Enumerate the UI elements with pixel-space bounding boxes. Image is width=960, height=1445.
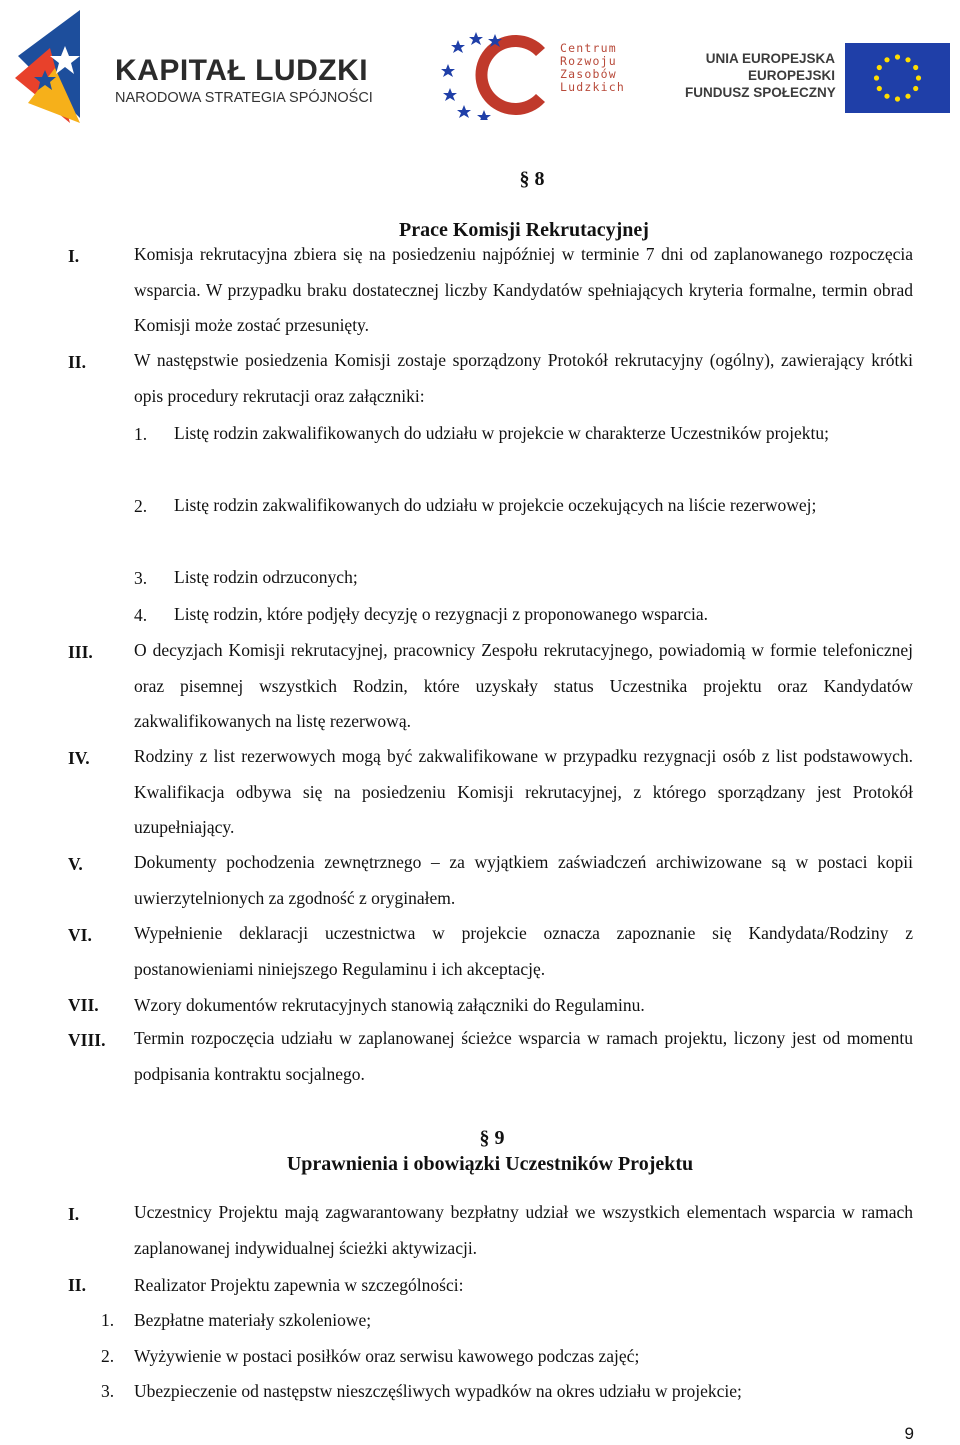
item-numeral: III. [68,642,93,662]
item-numeral: VIII. [68,1030,106,1050]
item-text: Komisja rekrutacyjna zbiera się na posiedzeniu najpóźniej w terminie 7 dni od zaplanowanego rozpoczęcia wsparcia. W przypadku braku dostatecznej liczby Kandydatów spełniających kryteria formalne, termin obrad Komisji może zostać przesunięty. [134,244,913,335]
crzl-line: Rozwoju [560,54,617,68]
item-numeral: V. [68,854,83,874]
eu-line: EUROPEJSKI [747,68,835,83]
item-text: W następstwie posiedzenia Komisji zostaje sporządzony Protokół rekrutacyjny (ogólny), zawierający krótki opis procedury rekrutacji oraz załączniki: [134,350,913,406]
kapital-ludzki-title: KAPITAŁ LUDZKI [115,54,369,87]
crzl-line: Centrum [560,41,617,55]
attachment-number: 2. [134,496,148,516]
item-text: Wypełnienie deklaracji uczestnictwa w projekcie oznacza zapoznanie się Kandydata/Rodziny z postanowieniami niniejszego Regulaminu i ich akceptację. [134,923,913,979]
attachment-number: 3. [134,568,148,588]
item-text: Termin rozpoczęcia udziału w zaplanowanej ścieżce wsparcia w ramach projektu, liczony jest od momentu podpisania kontraktu socjalnego. [134,1028,913,1084]
list-number: 2. [101,1346,115,1366]
item-numeral: I. [68,246,80,266]
eu-line: UNIA EUROPEJSKA [705,51,835,66]
crzl-line: Ludzkich [560,80,625,94]
page-header [0,0,960,135]
page-number: 9 [904,1424,914,1443]
crzl-line: Zasobów [560,67,617,81]
attachment-number: 1. [134,424,148,444]
eu-text [685,50,835,101]
item-numeral: VII. [68,995,99,1015]
section-8-title: Prace Komisji Rekrutacyjnej [399,219,649,241]
item-text: Rodziny z list rezerwowych mogą być zakwalifikowane w przypadku rezygnacji osób z list podstawowych. Kwalifikacja odbywa się na posiedzeniu Komisji rekrutacyjnej, z którego sporządzany jest Protokół uzupełniający. [134,746,913,837]
list-text: Ubezpieczenie od następstw nieszczęśliwych wypadków na okres udziału w projekcie; [134,1381,742,1401]
section-9-number: § 9 [479,1127,505,1149]
list-text: Bezpłatne materiały szkoleniowe; [134,1310,372,1330]
item-numeral: I. [68,1204,80,1224]
item-text: Uczestnicy Projektu mają zagwarantowany bezpłatny udział we wszystkich elementach wsparcia w ramach zaplanowanej indywidualnej ścieżki aktywizacji. [134,1202,913,1258]
attachment-number: 4. [134,605,148,625]
attachment-text: Listę rodzin zakwalifikowanych do udziału w projekcie w charakterze Uczestników projektu; [174,423,830,443]
item-numeral: IV. [68,748,90,768]
section-8-number: § 8 [519,168,545,190]
list-number: 1. [101,1310,115,1330]
crzl-emblem-icon [440,30,560,120]
item-text: Wzory dokumentów rekrutacyjnych stanowią załączniki do Regulaminu. [134,995,645,1015]
section-9-title: Uprawnienia i obowiązki Uczestników Projektu [286,1153,694,1175]
crzl-text [560,42,625,94]
attachment-text: Listę rodzin odrzuconych; [174,567,358,587]
item-text: Dokumenty pochodzenia zewnętrznego – za wyjątkiem zaświadczeń archiwizowane są w postaci kopii uwierzytelnionych za zgodność z oryginałem. [134,852,913,908]
item-numeral: II. [68,352,86,372]
item-text: O decyzjach Komisji rekrutacyjnej, pracownicy Zespołu rekrutacyjnego, powiadomią w formie telefonicznej oraz pisemnej wszystkich Rodzin, które uzyskały status Uczestnika projektu oraz Kandydatów zakwalifikowanych na listę rezerwową. [134,640,913,731]
attachment-text: Listę rodzin zakwalifikowanych do udziału w projekcie oczekujących na liście rezerwowej; [174,495,817,515]
kapital-ludzki-emblem-icon [10,8,110,128]
eu-line: FUNDUSZ SPOŁECZNY [685,85,836,100]
attachment-text: Listę rodzin, które podjęły decyzję o rezygnacji z proponowanego wsparcia. [174,604,709,624]
kapital-ludzki-subtitle: NARODOWA STRATEGIA SPÓJNOŚCI [115,90,373,106]
item-numeral: VI. [68,925,92,945]
eu-flag-icon [845,43,950,113]
list-number: 3. [101,1381,115,1401]
eu-logo [685,40,950,115]
crzl-logo [440,30,640,120]
item-text: Realizator Projektu zapewnia w szczególności: [134,1275,464,1295]
kapital-ludzki-logo [10,8,380,128]
item-numeral: II. [68,1275,86,1295]
list-text: Wyżywienie w postaci posiłków oraz serwisu kawowego podczas zajęć; [134,1346,640,1366]
